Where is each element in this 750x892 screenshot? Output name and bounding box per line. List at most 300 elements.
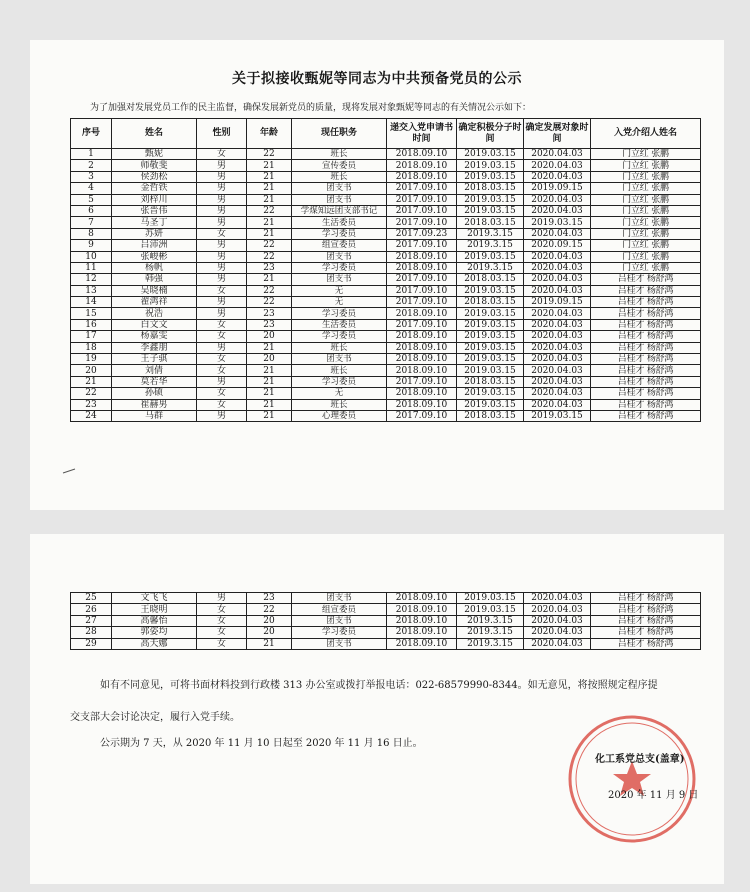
cell-name: 吴晓楠	[112, 285, 197, 296]
cell-activist-date: 2019.03.15	[457, 354, 524, 365]
cell-no: 18	[71, 342, 112, 353]
table-row	[71, 615, 701, 626]
cell-no: 23	[71, 399, 112, 410]
header-position: 现任职务	[292, 119, 387, 149]
table-row	[71, 410, 701, 421]
cell-no: 27	[71, 615, 112, 626]
cell-gender: 男	[197, 262, 247, 273]
cell-gender: 女	[197, 627, 247, 638]
cell-position: 团支书	[292, 638, 387, 649]
cell-no: 14	[71, 297, 112, 308]
cell-age: 22	[247, 297, 292, 308]
cell-gender: 男	[197, 194, 247, 205]
cell-position: 学习委员	[292, 331, 387, 342]
table-row	[71, 262, 701, 273]
cell-no: 12	[71, 274, 112, 285]
cell-activist-date: 2019.03.15	[457, 194, 524, 205]
cell-introducers: 吕桂才 杨舒鸿	[591, 638, 701, 649]
cell-no: 20	[71, 365, 112, 376]
table-row	[71, 183, 701, 194]
cell-application-date: 2018.09.10	[387, 593, 457, 604]
table-row	[71, 604, 701, 615]
cell-candidate-date: 2020.04.03	[524, 251, 591, 262]
cell-name: 吕沛洲	[112, 240, 197, 251]
cell-introducers: 吕桂才 杨舒鸿	[591, 331, 701, 342]
cell-candidate-date: 2020.04.03	[524, 354, 591, 365]
header-age: 年龄	[247, 119, 292, 149]
issuing-organization: 化工系党总支(盖章)	[595, 754, 685, 765]
header-introducers: 入党介绍人姓名	[591, 119, 701, 149]
cell-position: 无	[292, 297, 387, 308]
table-row	[71, 297, 701, 308]
notice-intro: 为了加强对发展党员工作的民主监督，确保发展新党员的质量，现将发展对象甄妮等同志的有关情况公示如下：	[90, 103, 532, 113]
cell-gender: 女	[197, 354, 247, 365]
cell-activist-date: 2019.03.15	[457, 285, 524, 296]
notice-page-1	[30, 40, 724, 510]
header-gender: 性别	[197, 119, 247, 149]
cell-position: 团支书	[292, 593, 387, 604]
cell-activist-date: 2018.03.15	[457, 217, 524, 228]
notice-title: 关于拟接收甄妮等同志为中共预备党员的公示	[232, 71, 522, 87]
table-row	[71, 149, 701, 160]
cell-application-date: 2018.09.10	[387, 251, 457, 262]
cell-introducers: 吕桂才 杨舒鸿	[591, 388, 701, 399]
cell-name: 文飞飞	[112, 593, 197, 604]
cell-application-date: 2017.09.10	[387, 194, 457, 205]
cell-candidate-date: 2020.04.03	[524, 228, 591, 239]
cell-name: 翟鸿祥	[112, 297, 197, 308]
cell-gender: 男	[197, 274, 247, 285]
table-body-part-2	[71, 593, 701, 650]
cell-age: 21	[247, 194, 292, 205]
cell-no: 6	[71, 205, 112, 216]
cell-candidate-date: 2020.04.03	[524, 365, 591, 376]
cell-position: 团支书	[292, 274, 387, 285]
cell-application-date: 2018.09.10	[387, 388, 457, 399]
cell-no: 21	[71, 376, 112, 387]
cell-position: 宣传委员	[292, 160, 387, 171]
cell-application-date: 2018.09.10	[387, 262, 457, 273]
cell-introducers: 门立红 张鹏	[591, 160, 701, 171]
cell-name: 张峻彬	[112, 251, 197, 262]
cell-application-date: 2018.09.10	[387, 604, 457, 615]
cell-gender: 女	[197, 615, 247, 626]
cell-candidate-date: 2020.04.03	[524, 638, 591, 649]
cell-activist-date: 2019.03.15	[457, 319, 524, 330]
cell-age: 23	[247, 319, 292, 330]
cell-introducers: 吕桂才 杨舒鸿	[591, 274, 701, 285]
cell-activist-date: 2019.03.15	[457, 160, 524, 171]
cell-candidate-date: 2020.04.03	[524, 615, 591, 626]
cell-name: 刘梓川	[112, 194, 197, 205]
cell-name: 刘倩	[112, 365, 197, 376]
cell-activist-date: 2019.3.15	[457, 262, 524, 273]
cell-gender: 男	[197, 342, 247, 353]
cell-name: 张晋伟	[112, 205, 197, 216]
cell-introducers: 吕桂才 杨舒鸿	[591, 285, 701, 296]
table-row	[71, 240, 701, 251]
cell-activist-date: 2019.3.15	[457, 627, 524, 638]
table-row	[71, 217, 701, 228]
cell-age: 21	[247, 274, 292, 285]
cell-application-date: 2017.09.10	[387, 274, 457, 285]
cell-introducers: 门立红 张鹏	[591, 205, 701, 216]
cell-candidate-date: 2020.04.03	[524, 376, 591, 387]
cell-position: 团支书	[292, 615, 387, 626]
cell-application-date: 2017.09.10	[387, 240, 457, 251]
header-name: 姓名	[112, 119, 197, 149]
cell-candidate-date: 2020.04.03	[524, 149, 591, 160]
cell-introducers: 吕桂才 杨舒鸿	[591, 627, 701, 638]
cell-gender: 男	[197, 183, 247, 194]
table-row	[71, 308, 701, 319]
header-activist-date: 确定积极分子时间	[457, 119, 524, 149]
cell-position: 班长	[292, 171, 387, 182]
cell-age: 23	[247, 593, 292, 604]
cell-gender: 男	[197, 205, 247, 216]
cell-name: 杨嘉雯	[112, 331, 197, 342]
cell-age: 22	[247, 205, 292, 216]
cell-activist-date: 2019.03.15	[457, 342, 524, 353]
cell-gender: 男	[197, 593, 247, 604]
table-body-part-1	[71, 149, 701, 422]
cell-position: 团支书	[292, 251, 387, 262]
table-row	[71, 365, 701, 376]
cell-no: 19	[71, 354, 112, 365]
cell-no: 9	[71, 240, 112, 251]
table-row	[71, 638, 701, 649]
cell-application-date: 2018.09.10	[387, 627, 457, 638]
cell-candidate-date: 2020.04.03	[524, 308, 591, 319]
cell-application-date: 2018.09.10	[387, 149, 457, 160]
cell-no: 24	[71, 410, 112, 421]
table-row	[71, 274, 701, 285]
cell-name: 祝浩	[112, 308, 197, 319]
table-row	[71, 285, 701, 296]
cell-activist-date: 2018.03.15	[457, 183, 524, 194]
cell-application-date: 2017.09.10	[387, 183, 457, 194]
cell-name: 韩强	[112, 274, 197, 285]
cell-activist-date: 2019.3.15	[457, 240, 524, 251]
cell-candidate-date: 2019.09.15	[524, 183, 591, 194]
table-row	[71, 319, 701, 330]
cell-gender: 女	[197, 331, 247, 342]
cell-introducers: 吕桂才 杨舒鸿	[591, 399, 701, 410]
cell-position: 组宣委员	[292, 240, 387, 251]
cell-name: 杨帆	[112, 262, 197, 273]
cell-name: 高天娜	[112, 638, 197, 649]
cell-no: 26	[71, 604, 112, 615]
cell-candidate-date: 2020.04.03	[524, 205, 591, 216]
cell-introducers: 门立红 张鹏	[591, 194, 701, 205]
cell-introducers: 吕桂才 杨舒鸿	[591, 308, 701, 319]
cell-age: 21	[247, 388, 292, 399]
cell-candidate-date: 2020.04.03	[524, 627, 591, 638]
cell-candidate-date: 2020.04.03	[524, 342, 591, 353]
cell-age: 21	[247, 160, 292, 171]
cell-age: 21	[247, 365, 292, 376]
official-seal-icon	[562, 709, 702, 849]
cell-position: 学习委员	[292, 262, 387, 273]
table-row	[71, 331, 701, 342]
cell-application-date: 2018.09.10	[387, 615, 457, 626]
cell-application-date: 2017.09.10	[387, 297, 457, 308]
cell-gender: 女	[197, 399, 247, 410]
cell-age: 22	[247, 251, 292, 262]
cell-gender: 女	[197, 285, 247, 296]
table-row	[71, 171, 701, 182]
cell-application-date: 2018.09.10	[387, 308, 457, 319]
cell-application-date: 2017.09.10	[387, 319, 457, 330]
cell-name: 孙硕	[112, 388, 197, 399]
cell-gender: 女	[197, 604, 247, 615]
cell-age: 21	[247, 342, 292, 353]
cell-activist-date: 2019.3.15	[457, 638, 524, 649]
cell-candidate-date: 2020.04.03	[524, 604, 591, 615]
cell-position: 班长	[292, 399, 387, 410]
cell-activist-date: 2018.03.15	[457, 410, 524, 421]
cell-no: 3	[71, 171, 112, 182]
cell-no: 13	[71, 285, 112, 296]
publicity-period-note: 公示期为 7 天，从 2020 年 11 月 10 日起至 2020 年 11 月 16 日止。	[100, 738, 423, 749]
cell-activist-date: 2019.03.15	[457, 171, 524, 182]
objection-note-line-1: 如有不同意见，可将书面材料投到行政楼 313 办公室或拨打举报电话：022-68579990-8344。如无意见，将按照规定程序提	[100, 680, 658, 691]
candidate-table-part-2	[70, 592, 701, 650]
cell-name: 师敬斐	[112, 160, 197, 171]
cell-age: 22	[247, 285, 292, 296]
cell-candidate-date: 2020.04.03	[524, 331, 591, 342]
table-row	[71, 354, 701, 365]
cell-age: 23	[247, 308, 292, 319]
cell-no: 22	[71, 388, 112, 399]
cell-activist-date: 2019.03.15	[457, 251, 524, 262]
table-row	[71, 228, 701, 239]
cell-position: 团支书	[292, 183, 387, 194]
cell-application-date: 2018.09.10	[387, 638, 457, 649]
cell-position: 生活委员	[292, 217, 387, 228]
cell-introducers: 门立红 张鹏	[591, 251, 701, 262]
cell-gender: 女	[197, 228, 247, 239]
cell-introducers: 门立红 张鹏	[591, 240, 701, 251]
cell-age: 20	[247, 331, 292, 342]
cell-application-date: 2017.09.23	[387, 228, 457, 239]
cell-introducers: 门立红 张鹏	[591, 262, 701, 273]
cell-activist-date: 2019.3.15	[457, 228, 524, 239]
cell-introducers: 吕桂才 杨舒鸿	[591, 410, 701, 421]
cell-gender: 男	[197, 410, 247, 421]
cell-gender: 男	[197, 297, 247, 308]
issue-date: 2020 年 11 月 9 日	[608, 790, 699, 801]
cell-position: 班长	[292, 342, 387, 353]
candidate-table-part-1	[70, 118, 701, 422]
cell-position: 班长	[292, 365, 387, 376]
cell-candidate-date: 2020.04.03	[524, 160, 591, 171]
cell-introducers: 门立红 张鹏	[591, 183, 701, 194]
cell-age: 20	[247, 627, 292, 638]
cell-age: 21	[247, 171, 292, 182]
cell-no: 15	[71, 308, 112, 319]
cell-position: 班长	[292, 149, 387, 160]
cell-position: 团支书	[292, 354, 387, 365]
cell-activist-date: 2019.03.15	[457, 331, 524, 342]
cell-age: 21	[247, 399, 292, 410]
cell-candidate-date: 2020.04.03	[524, 274, 591, 285]
cell-application-date: 2018.09.10	[387, 342, 457, 353]
cell-name: 侯劲松	[112, 171, 197, 182]
cell-position: 团支书	[292, 194, 387, 205]
header-no: 序号	[71, 119, 112, 149]
cell-position: 学煤知远团支部书记	[292, 205, 387, 216]
table-row	[71, 194, 701, 205]
cell-application-date: 2018.09.10	[387, 331, 457, 342]
cell-position: 无	[292, 388, 387, 399]
table-row	[71, 593, 701, 604]
cell-name: 甄妮	[112, 149, 197, 160]
cell-introducers: 吕桂才 杨舒鸿	[591, 365, 701, 376]
cell-introducers: 门立红 张鹏	[591, 171, 701, 182]
header-application-date: 递交入党申请书时间	[387, 119, 457, 149]
cell-gender: 男	[197, 376, 247, 387]
cell-position: 心理委员	[292, 410, 387, 421]
cell-gender: 男	[197, 251, 247, 262]
cell-name: 王子骐	[112, 354, 197, 365]
cell-gender: 男	[197, 217, 247, 228]
cell-age: 22	[247, 240, 292, 251]
table-row	[71, 160, 701, 171]
table-row	[71, 251, 701, 262]
cell-name: 崔赫男	[112, 399, 197, 410]
cell-candidate-date: 2020.04.03	[524, 319, 591, 330]
cell-introducers: 吕桂才 杨舒鸿	[591, 604, 701, 615]
cell-activist-date: 2018.03.15	[457, 274, 524, 285]
cell-name: 马群	[112, 410, 197, 421]
cell-name: 马圣丁	[112, 217, 197, 228]
cell-candidate-date: 2019.03.15	[524, 410, 591, 421]
cell-position: 学习委员	[292, 308, 387, 319]
cell-name: 莫若华	[112, 376, 197, 387]
table-row	[71, 627, 701, 638]
table-row	[71, 376, 701, 387]
cell-activist-date: 2019.03.15	[457, 149, 524, 160]
cell-no: 11	[71, 262, 112, 273]
cell-candidate-date: 2020.04.03	[524, 593, 591, 604]
cell-no: 8	[71, 228, 112, 239]
cell-application-date: 2017.09.10	[387, 285, 457, 296]
cell-no: 4	[71, 183, 112, 194]
cell-age: 22	[247, 604, 292, 615]
cell-candidate-date: 2019.03.15	[524, 217, 591, 228]
cell-introducers: 门立红 张鹏	[591, 149, 701, 160]
cell-application-date: 2017.09.10	[387, 410, 457, 421]
cell-introducers: 门立红 张鹏	[591, 217, 701, 228]
cell-no: 25	[71, 593, 112, 604]
cell-gender: 女	[197, 388, 247, 399]
cell-position: 无	[292, 285, 387, 296]
notice-page-2	[30, 534, 724, 884]
cell-gender: 女	[197, 638, 247, 649]
cell-position: 学习委员	[292, 627, 387, 638]
cell-candidate-date: 2020.04.03	[524, 399, 591, 410]
cell-name: 王晓明	[112, 604, 197, 615]
cell-introducers: 吕桂才 杨舒鸿	[591, 342, 701, 353]
cell-candidate-date: 2020.09.15	[524, 240, 591, 251]
cell-name: 郭姿均	[112, 627, 197, 638]
cell-introducers: 吕桂才 杨舒鸿	[591, 593, 701, 604]
table-row	[71, 388, 701, 399]
table-row	[71, 205, 701, 216]
cell-no: 29	[71, 638, 112, 649]
cell-gender: 女	[197, 319, 247, 330]
cell-activist-date: 2019.03.15	[457, 205, 524, 216]
cell-application-date: 2017.09.10	[387, 376, 457, 387]
cell-age: 21	[247, 638, 292, 649]
cell-age: 23	[247, 262, 292, 273]
cell-activist-date: 2018.03.15	[457, 297, 524, 308]
cell-activist-date: 2019.03.15	[457, 593, 524, 604]
cell-name: 李鑫朋	[112, 342, 197, 353]
cell-age: 20	[247, 354, 292, 365]
cell-no: 17	[71, 331, 112, 342]
cell-age: 20	[247, 615, 292, 626]
cell-application-date: 2017.09.10	[387, 205, 457, 216]
cell-no: 28	[71, 627, 112, 638]
cell-candidate-date: 2020.04.03	[524, 262, 591, 273]
cell-introducers: 吕桂才 杨舒鸿	[591, 615, 701, 626]
cell-candidate-date: 2020.04.03	[524, 194, 591, 205]
cell-candidate-date: 2019.09.15	[524, 297, 591, 308]
cell-no: 16	[71, 319, 112, 330]
cell-gender: 男	[197, 308, 247, 319]
cell-position: 学习委员	[292, 376, 387, 387]
cell-age: 21	[247, 228, 292, 239]
cell-introducers: 吕桂才 杨舒鸿	[591, 319, 701, 330]
cell-candidate-date: 2020.04.03	[524, 388, 591, 399]
cell-application-date: 2018.09.10	[387, 365, 457, 376]
cell-candidate-date: 2020.04.03	[524, 285, 591, 296]
table-row	[71, 399, 701, 410]
cell-position: 组宣委员	[292, 604, 387, 615]
cell-gender: 女	[197, 149, 247, 160]
scan-mark	[62, 468, 76, 474]
objection-note-line-2: 交支部大会讨论决定，履行入党手续。	[70, 712, 240, 723]
cell-application-date: 2018.09.10	[387, 399, 457, 410]
cell-candidate-date: 2020.04.03	[524, 171, 591, 182]
cell-name: 苏妍	[112, 228, 197, 239]
cell-application-date: 2018.09.10	[387, 160, 457, 171]
cell-activist-date: 2019.03.15	[457, 604, 524, 615]
cell-gender: 女	[197, 365, 247, 376]
cell-no: 1	[71, 149, 112, 160]
cell-age: 21	[247, 410, 292, 421]
cell-no: 10	[71, 251, 112, 262]
cell-age: 21	[247, 217, 292, 228]
cell-activist-date: 2019.03.15	[457, 399, 524, 410]
cell-application-date: 2018.09.10	[387, 171, 457, 182]
cell-introducers: 门立红 张鹏	[591, 228, 701, 239]
cell-position: 生活委员	[292, 319, 387, 330]
cell-no: 5	[71, 194, 112, 205]
cell-name: 高馨怡	[112, 615, 197, 626]
cell-no: 7	[71, 217, 112, 228]
cell-age: 21	[247, 376, 292, 387]
cell-gender: 男	[197, 240, 247, 251]
cell-application-date: 2018.09.10	[387, 354, 457, 365]
cell-gender: 男	[197, 171, 247, 182]
cell-activist-date: 2019.03.15	[457, 308, 524, 319]
cell-introducers: 吕桂才 杨舒鸿	[591, 297, 701, 308]
cell-age: 22	[247, 149, 292, 160]
cell-age: 21	[247, 183, 292, 194]
